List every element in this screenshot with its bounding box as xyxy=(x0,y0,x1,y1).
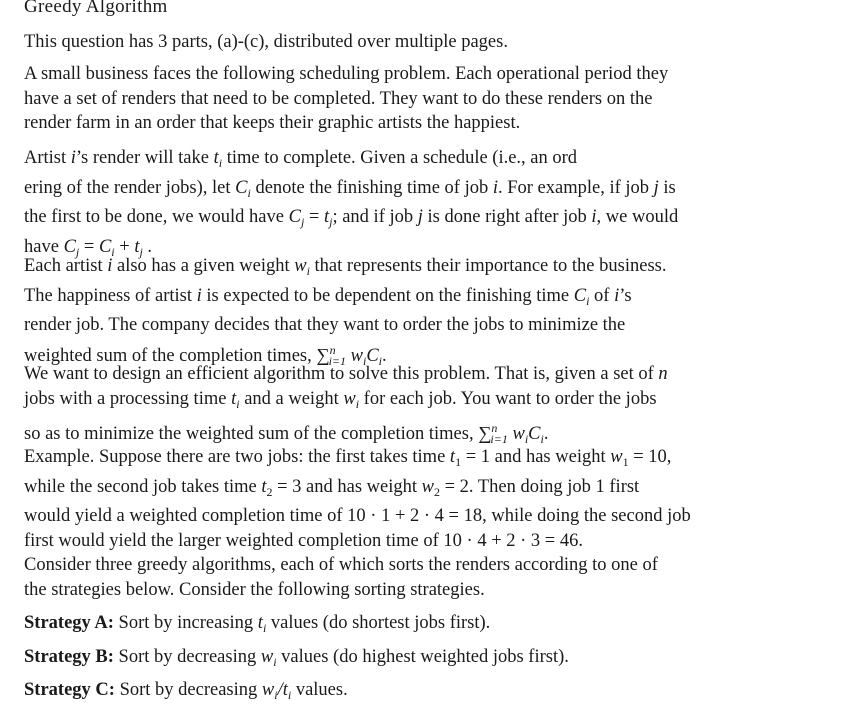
text-line: have $C_j = C_i + t_j$ . xyxy=(24,236,153,259)
artist-time-paragraph xyxy=(24,146,794,264)
text-line: We want to design an efficient algorithm to solve this problem. That is, given a set of n xyxy=(24,364,668,384)
text-line: render job. The company decides that they want to order the jobs to minimize the xyxy=(24,315,626,335)
text-line: have a set of renders that need to be completed. They want to do these renders on the xyxy=(24,88,653,109)
strategies-intro-paragraph xyxy=(24,553,794,602)
strategy-label: Strategy C: xyxy=(24,680,115,700)
text-line: while the second job takes time $t_2 = 3$ and has weight $w_2 = 2$. Then doing job 1 first xyxy=(24,476,640,499)
page-title: Greedy Algorithm xyxy=(24,0,168,17)
text-line: The happiness of artist i is expected to be dependent on the finishing time $C_i$ of i’s xyxy=(24,285,632,308)
text-line: ering of the render jobs), let $C_i$ denote the finishing time of job i. For example, if job j is xyxy=(24,177,676,200)
text-line: jobs with a processing time $t_i$ and a weight $w_i$ for each job. You want to order the jobs xyxy=(24,388,657,411)
strategy-label: Strategy B: xyxy=(24,647,114,667)
strategy-label: Strategy A: xyxy=(24,613,114,633)
strategy-a: Strategy A: Sort by increasing $t_i$ values (do shortest jobs first). xyxy=(24,613,491,635)
text-line: Example. Suppose there are two jobs: the first takes time $t_1 = 1$ and has weight $w_1 = 10$, xyxy=(24,447,672,469)
text-line: Artist i’s render will take $t_i$ time to complete. Given a schedule (i.e., an ord xyxy=(24,148,578,170)
strategy-c: Strategy C: Sort by decreasing $w_i/t_i$ values. xyxy=(24,680,348,702)
weight-paragraph xyxy=(24,254,794,373)
example-paragraph xyxy=(24,445,794,553)
text-line: so as to minimize the weighted sum of the completion times, ∑$^n_{i=1}$ $w_iC_i$. xyxy=(24,421,549,446)
text-line: the first to be done, we would have $C_j = t_j$; and if job j is done right after job i, we would xyxy=(24,207,679,229)
strategy-b: Strategy B: Sort by decreasing $w_i$ values (do highest weighted jobs first). xyxy=(24,647,569,669)
text-line: Each artist i also has a given weight $w_i$ that represents their importance to the business. xyxy=(24,256,667,278)
algorithm-paragraph xyxy=(24,362,794,452)
text-line: weighted sum of the completion times, ∑$^n_{i=1}$ $w_iC_i$. xyxy=(24,342,387,368)
text-line: render farm in an order that keeps their graphic artists the happiest. xyxy=(24,113,521,133)
problem-paragraph xyxy=(24,62,794,136)
text-line: first would yield the larger weighted completion time of 10 · 4 + 2 · 3 = 46. xyxy=(24,530,583,551)
intro-text: This question has 3 parts, (a)-(c), distributed over multiple pages. xyxy=(24,32,508,52)
text-line: Consider three greedy algorithms, each of which sorts the renders according to one of xyxy=(24,555,658,575)
text-line: would yield a weighted completion time of 10 · 1 + 2 · 4 = 18, while doing the second job xyxy=(24,506,691,526)
text-line: A small business faces the following scheduling problem. Each operational period they xyxy=(24,64,669,84)
text-line: the strategies below. Consider the following sorting strategies. xyxy=(24,579,485,600)
intro-paragraph xyxy=(24,30,794,55)
